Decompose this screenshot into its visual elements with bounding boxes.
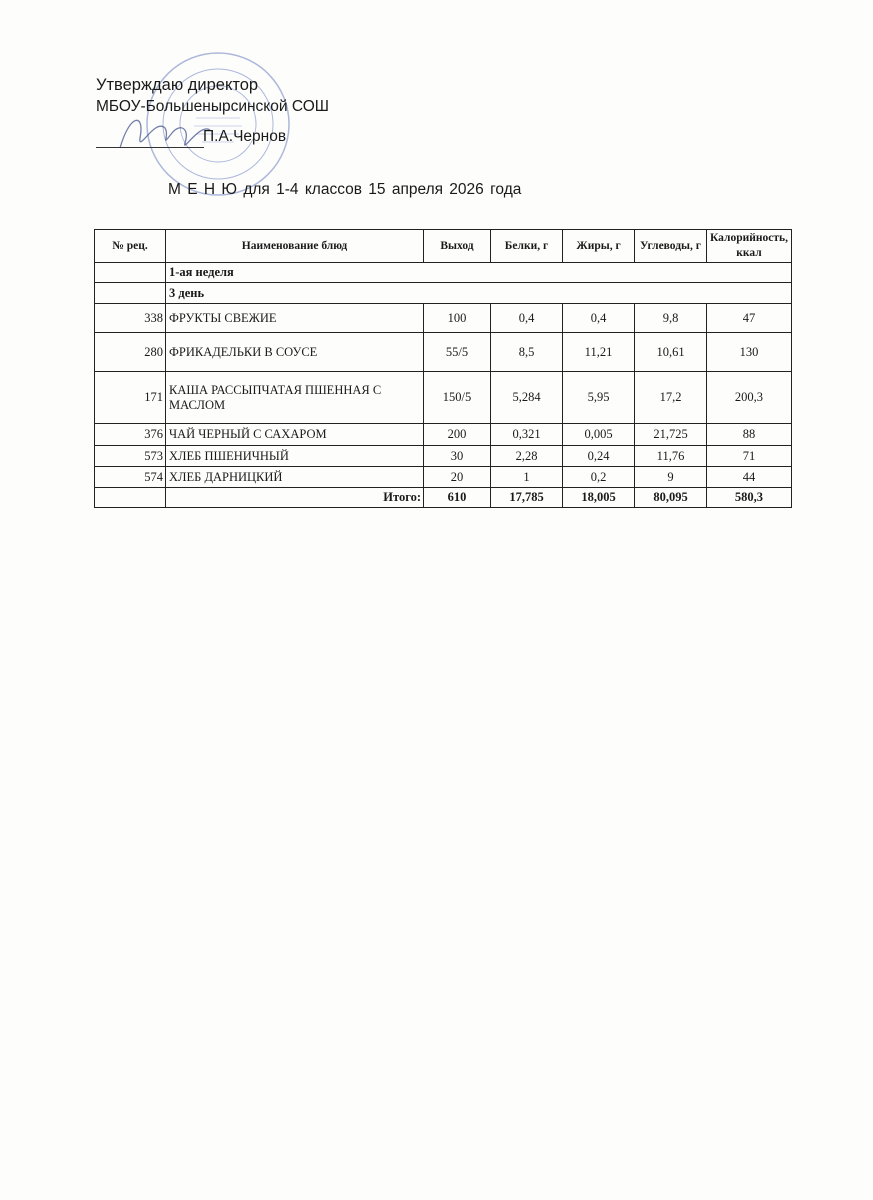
cell-carb: 9	[635, 467, 707, 488]
col-header: Жиры, г	[563, 230, 635, 263]
cell-carb: 17,2	[635, 372, 707, 424]
cell-rec: 376	[95, 424, 166, 446]
cell-kcal: 88	[707, 424, 792, 446]
cell-kcal: 71	[707, 446, 792, 467]
cell-out: 150/5	[424, 372, 491, 424]
table-row	[95, 467, 792, 488]
cell-kcal: 47	[707, 304, 792, 333]
cell-fat: 0,2	[563, 467, 635, 488]
week-row	[95, 263, 792, 283]
cell-fat: 5,95	[563, 372, 635, 424]
cell-rec: 338	[95, 304, 166, 333]
cell-out: 20	[424, 467, 491, 488]
day-row	[95, 283, 792, 304]
cell-rec: 280	[95, 333, 166, 372]
cell-carb: 9,8	[635, 304, 707, 333]
total-label: Итого:	[166, 488, 424, 508]
total-carb: 80,095	[635, 488, 707, 508]
col-header: Белки, г	[491, 230, 563, 263]
cell-prot: 8,5	[491, 333, 563, 372]
cell-out: 55/5	[424, 333, 491, 372]
cell-rec: 573	[95, 446, 166, 467]
approval-heading: Утверждаю директор	[96, 76, 259, 94]
cell-prot: 1	[491, 467, 563, 488]
cell-carb: 21,725	[635, 424, 707, 446]
cell-name: ХЛЕБ ДАРНИЦКИЙ	[166, 467, 424, 488]
table-row	[95, 372, 792, 424]
total-out: 610	[424, 488, 491, 508]
total-prot: 17,785	[491, 488, 563, 508]
cell-carb: 10,61	[635, 333, 707, 372]
table-row	[95, 304, 792, 333]
cell-name: ЧАЙ ЧЕРНЫЙ С САХАРОМ	[166, 424, 424, 446]
table-row	[95, 446, 792, 467]
cell-name: ФРУКТЫ СВЕЖИЕ	[166, 304, 424, 333]
cell-fat: 11,21	[563, 333, 635, 372]
col-header: Калорийность, ккал	[707, 230, 792, 263]
cell-prot: 5,284	[491, 372, 563, 424]
table-row	[95, 333, 792, 372]
total-fat: 18,005	[563, 488, 635, 508]
cell-out: 100	[424, 304, 491, 333]
total-row	[95, 488, 792, 508]
cell-rec: 171	[95, 372, 166, 424]
cell-prot: 0,321	[491, 424, 563, 446]
table-header-row	[95, 230, 792, 263]
school-name: МБОУ-Большенырсинской СОШ	[96, 98, 329, 115]
week-label: 1-ая неделя	[166, 263, 792, 283]
cell-kcal: 200,3	[707, 372, 792, 424]
signature-line	[96, 147, 204, 148]
cell-out: 30	[424, 446, 491, 467]
col-header: Углеводы, г	[635, 230, 707, 263]
cell-fat: 0,4	[563, 304, 635, 333]
cell-out: 200	[424, 424, 491, 446]
cell-carb: 11,76	[635, 446, 707, 467]
cell-name: ФРИКАДЕЛЬКИ В СОУСЕ	[166, 333, 424, 372]
table-row	[95, 424, 792, 446]
cell-kcal: 44	[707, 467, 792, 488]
cell-name: ХЛЕБ ПШЕНИЧНЫЙ	[166, 446, 424, 467]
cell-fat: 0,005	[563, 424, 635, 446]
cell-fat: 0,24	[563, 446, 635, 467]
cell-name: КАША РАССЫПЧАТАЯ ПШЕННАЯ С МАСЛОМ	[166, 372, 424, 424]
cell-prot: 2,28	[491, 446, 563, 467]
day-label: 3 день	[166, 283, 792, 304]
menu-title: М Е Н Ю для 1-4 классов 15 апреля 2026 года	[168, 181, 522, 198]
col-header: Выход	[424, 230, 491, 263]
col-header: Наименование блюд	[166, 230, 424, 263]
col-header: № рец.	[95, 230, 166, 263]
cell-prot: 0,4	[491, 304, 563, 333]
cell-rec: 574	[95, 467, 166, 488]
cell-kcal: 130	[707, 333, 792, 372]
menu-table	[94, 229, 792, 508]
total-kcal: 580,3	[707, 488, 792, 508]
director-name: П.А.Чернов	[203, 128, 287, 145]
